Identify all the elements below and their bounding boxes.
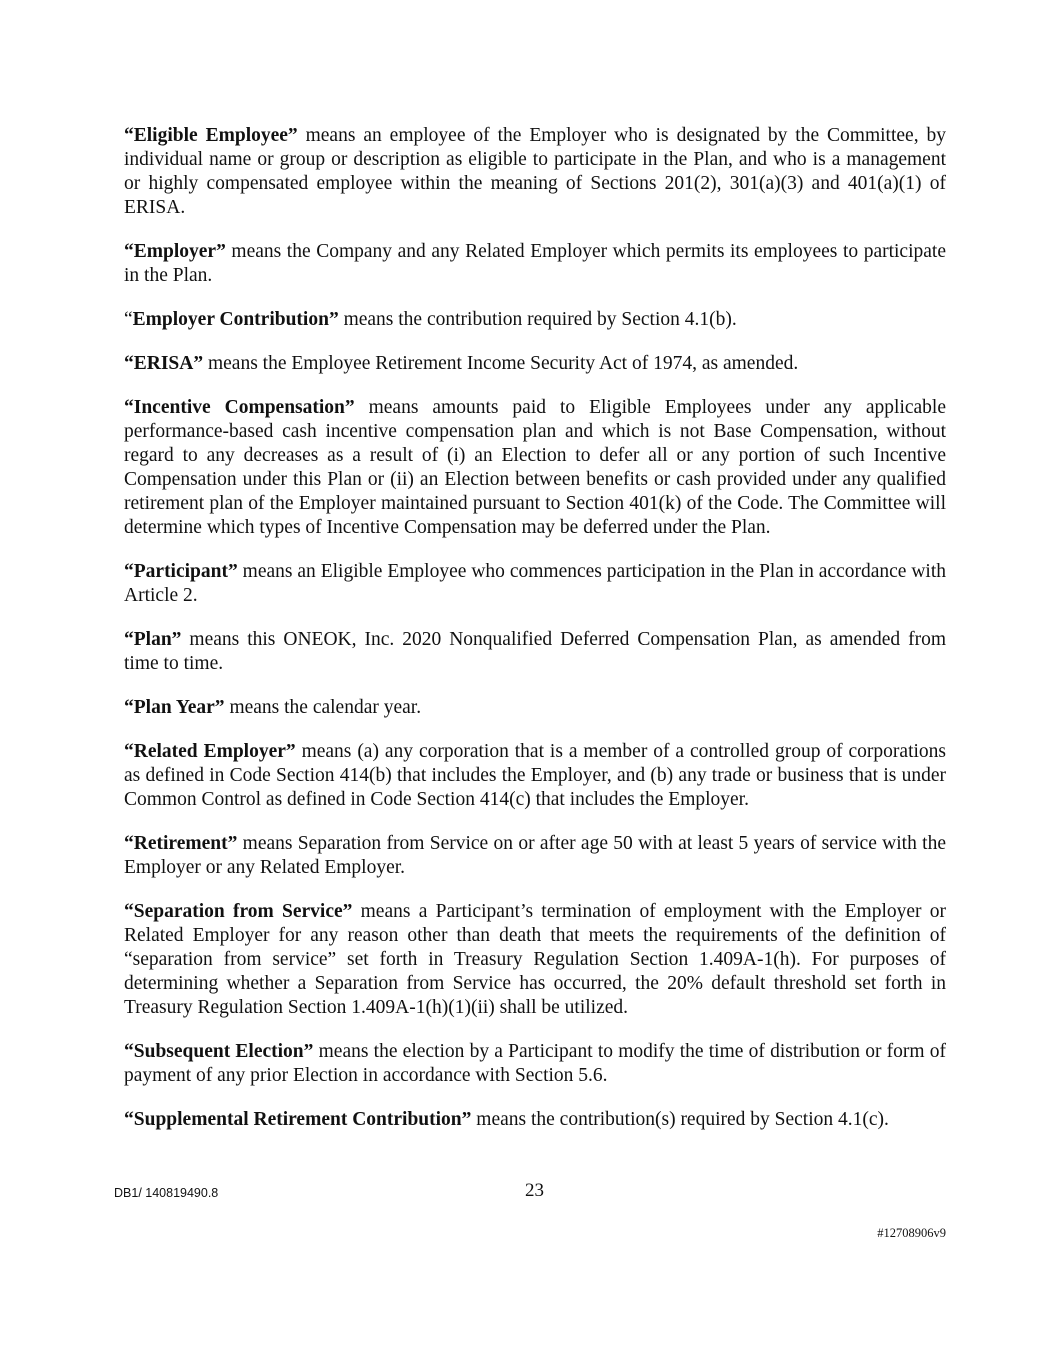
definition-text: means the Company and any Related Employer which permits its employees to participate in the Plan.: [124, 241, 946, 286]
definition-open-quote: “: [124, 309, 133, 330]
definition-related-employer: [124, 740, 946, 812]
definition-text: means the contribution required by Section 4.1(b).: [338, 309, 737, 330]
definition-text: means the Employee Retirement Income Security Act of 1974, as amended.: [203, 353, 799, 374]
definition-separation-from-service: [124, 900, 946, 1020]
definition-term: “Plan Year”: [124, 697, 225, 718]
definition-employer: [124, 240, 946, 288]
document-id: DB1/ 140819490.8: [114, 1186, 219, 1200]
definition-retirement: [124, 832, 946, 880]
definition-term: “Eligible Employee”: [124, 125, 298, 146]
definition-employer-contribution: [124, 308, 946, 332]
definition-term: “Incentive Compensation”: [124, 397, 355, 418]
definition-incentive-compensation: [124, 396, 946, 540]
page-number: 23: [525, 1180, 544, 1201]
definition-text: means the contribution(s) required by Section 4.1(c).: [471, 1109, 889, 1130]
definition-text: means Separation from Service on or after age 50 with at least 5 years of service with the Employer or any Related Employer.: [124, 833, 946, 878]
definition-text: means a Participant’s termination of employment with the Employer or Related Employer for any reason other than death that meets the requirements of the definition of “separation from service” set forth in Treasury Regulation Section 1.409A-1(h). For purposes of determining whether a Separation from Service has occurred, the 20% default threshold set forth in Treasury Regulation Section 1.409A-1(h)(1)(ii) shall be utilized.: [124, 901, 946, 1018]
definition-text: means an Eligible Employee who commences participation in the Plan in accordance with Article 2.: [124, 561, 946, 606]
version-id: #12708906v9: [877, 1226, 946, 1240]
definition-erisa: [124, 352, 946, 376]
definition-text: means this ONEOK, Inc. 2020 Nonqualified Deferred Compensation Plan, as amended from time to time.: [124, 629, 946, 674]
definition-participant: [124, 560, 946, 608]
definition-plan: [124, 628, 946, 676]
definition-supplemental-retirement-contribution: [124, 1108, 946, 1132]
definition-term: “Separation from Service”: [124, 901, 353, 922]
definition-term: “ERISA”: [124, 353, 204, 374]
definition-term: “Subsequent Election”: [124, 1041, 314, 1062]
definition-term: “Related Employer”: [124, 741, 296, 762]
definition-term: “Participant”: [124, 561, 238, 582]
definitions-list: [124, 124, 946, 1152]
definition-text: means amounts paid to Eligible Employees under any applicable performance-based cash incentive compensation plan and which is not Base Compensation, without regard to any decreases as a result of (i) an Election to defer all or any portion of such Incentive Compensation under this Plan or (ii) an Election between benefits or cash provided under any qualified retirement plan of the Employer maintained pursuant to Section 401(k) of the Code. The Committee will determine which types of Incentive Compensation may be deferred under the Plan.: [124, 397, 946, 538]
definition-term: “Supplemental Retirement Contribution”: [124, 1109, 472, 1130]
definition-text: means (a) any corporation that is a member of a controlled group of corporations as defined in Code Section 414(b) that includes the Employer, and (b) any trade or business that is under Common Control as defined in Code Section 414(c) that includes the Employer.: [124, 741, 946, 810]
definition-eligible-employee: [124, 124, 946, 220]
definition-term: “Employer”: [124, 241, 226, 262]
definition-term: Employer Contribution”: [132, 309, 339, 330]
definition-term: “Retirement”: [124, 833, 238, 854]
definition-text: means the election by a Participant to modify the time of distribution or form of payment of any prior Election in accordance with Section 5.6.: [124, 1041, 947, 1086]
definition-term: “Plan”: [124, 629, 182, 650]
definition-plan-year: [124, 696, 946, 720]
definition-subsequent-election: [124, 1040, 946, 1088]
definition-text: means the calendar year.: [224, 697, 422, 718]
definition-text: means an employee of the Employer who is designated by the Committee, by individual name or group or description as eligible to participate in the Plan, and who is a management or highly compensated employee within the meaning of Sections 201(2), 301(a)(3) and 401(a)(1) of ERISA.: [124, 125, 947, 218]
